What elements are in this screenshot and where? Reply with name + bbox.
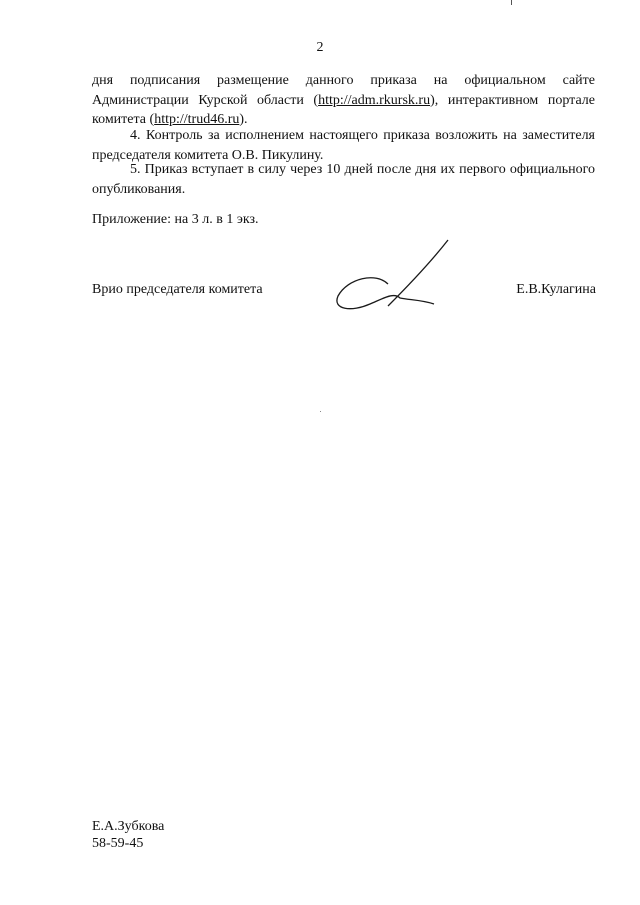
paragraph-control: 4. Контроль за исполнением настоящего приказа возложить на заместителя председателя комитета О.В. Пикулину. — [92, 128, 595, 163]
handwritten-signature — [330, 238, 460, 318]
paragraph-text: ). — [239, 112, 248, 127]
link-adm-rkursk[interactable]: http://adm.rkursk.ru — [318, 92, 431, 108]
link-trud46[interactable]: http://trud46.ru — [154, 112, 240, 127]
paragraph-publication — [92, 71, 595, 130]
attachment-note: Приложение: на 3 л. в 1 экз. — [92, 212, 259, 227]
paragraph-text: дня подписания размещение данного приказа на официальном сайте Администрации Курской области ( — [92, 73, 595, 108]
signatory-title: Врио председателя комитета — [92, 282, 263, 297]
paragraph-text: ), интерактивном портале комитета ( — [92, 92, 596, 127]
executor-name: Е.А.Зубкова — [92, 819, 165, 834]
executor-block — [92, 818, 164, 852]
page-number: 2 — [316, 40, 324, 55]
scan-mark — [511, 0, 512, 5]
scan-speck — [320, 411, 321, 412]
executor-phone: 58-59-45 — [92, 836, 144, 851]
paragraph-effective-date: 5. Приказ вступает в силу через 10 дней после дня их первого официального опубликования. — [92, 162, 595, 197]
signatory-name: Е.В.Кулагина — [516, 282, 596, 297]
